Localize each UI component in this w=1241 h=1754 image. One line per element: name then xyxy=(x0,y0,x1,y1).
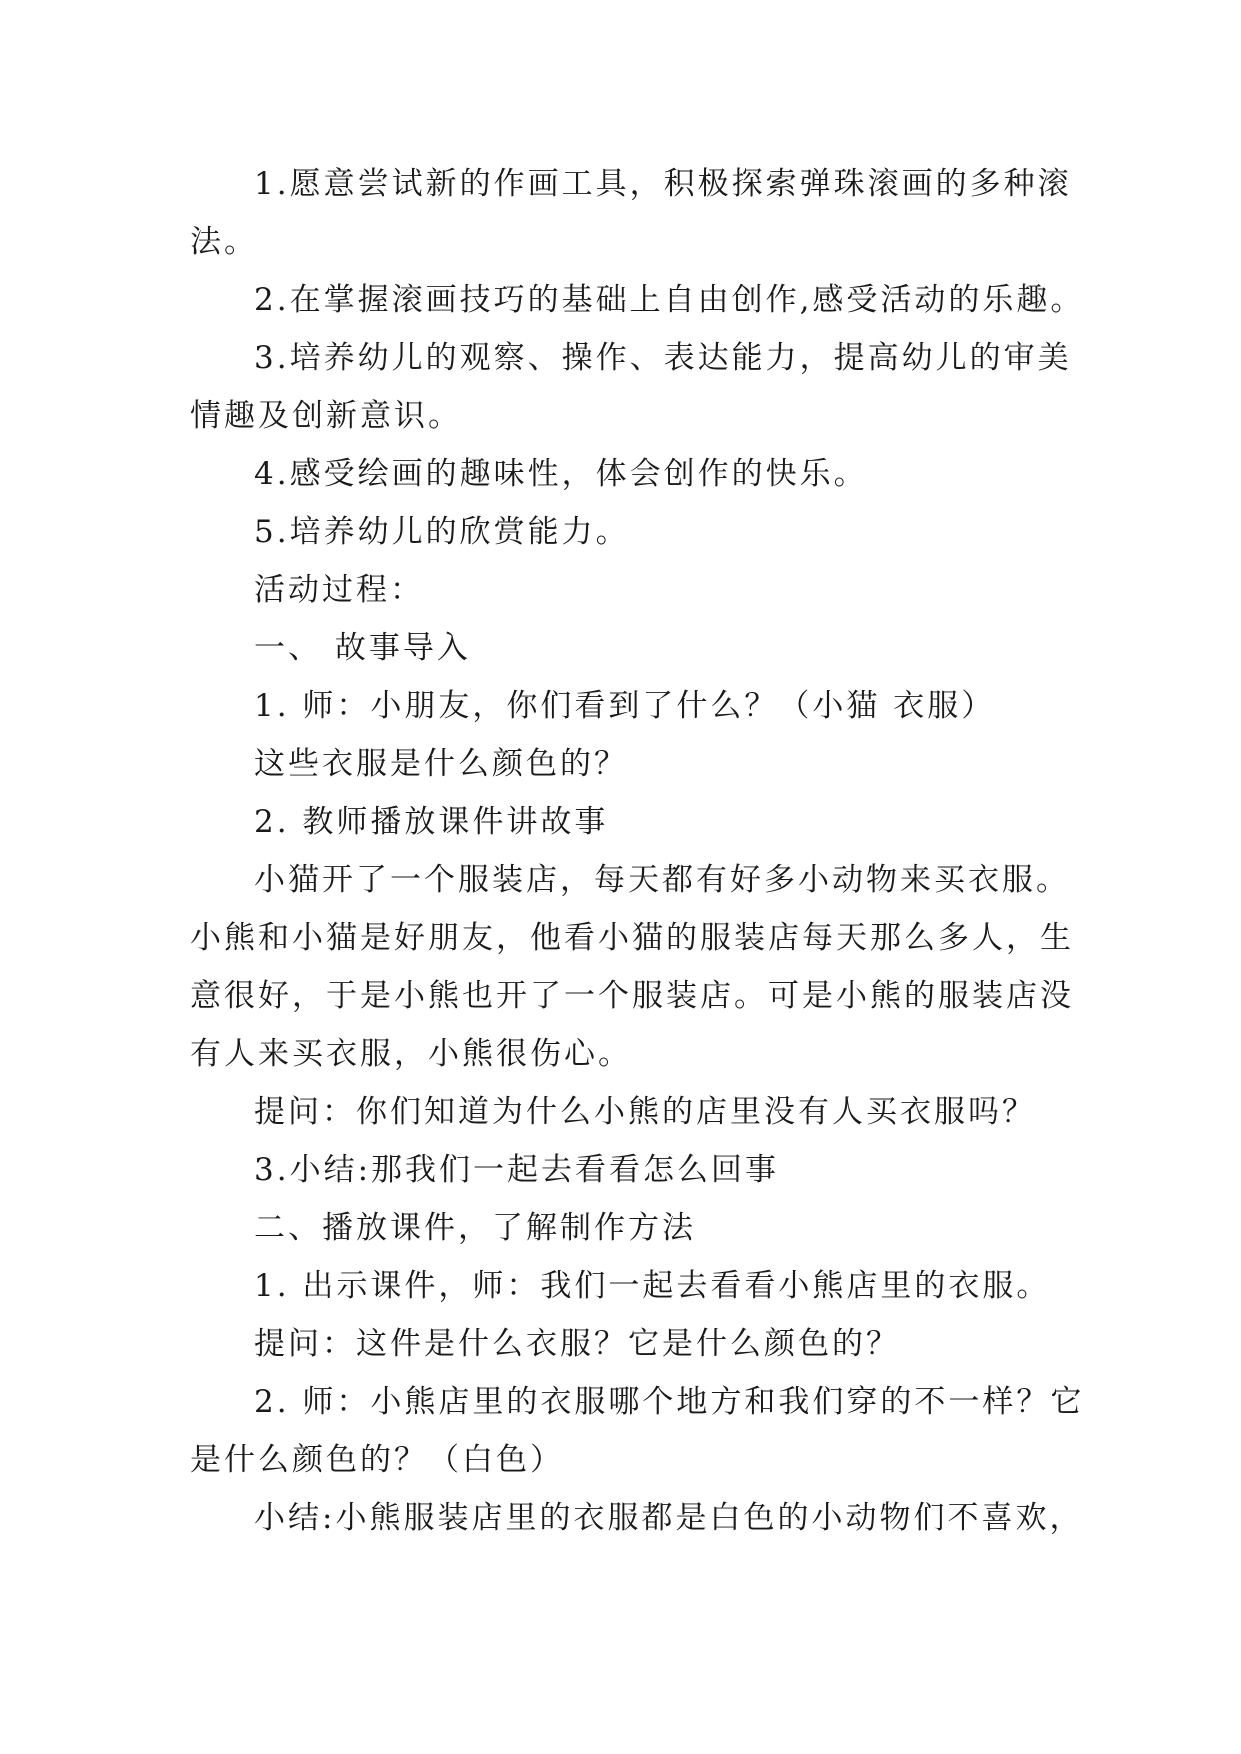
paragraph-question-clothes: 提问：这件是什么衣服？它是什么颜色的？ xyxy=(254,1326,900,1362)
document-body xyxy=(190,155,1090,1547)
paragraph-goal-2: 2.在掌握滚画技巧的基础上自由创作,感受活动的乐趣。 xyxy=(254,282,1085,318)
paragraph-show-slides: 1. 出示课件，师：我们一起去看看小熊店里的衣服。 xyxy=(254,1268,1051,1304)
paragraph-goal-3: 3.培养幼儿的观察、操作、表达能力，提高幼儿的审美情趣及创新意识。 xyxy=(190,340,1072,434)
paragraph-story: 小猫开了一个服装店，每天都有好多小动物来买衣服。小熊和小猫是好朋友，他看小猫的服装店每天那么多人，生意很好，于是小熊也开了一个服装店。可是小熊的服装店没有人来买衣服，小熊很伤心。 xyxy=(190,862,1074,1072)
paragraph-summary-2: 小结:小熊服装店里的衣服都是白色的小动物们不喜欢， xyxy=(254,1500,1084,1536)
paragraph-question-color: 这些衣服是什么颜色的？ xyxy=(254,746,628,782)
paragraph-summary-1: 3.小结:那我们一起去看看怎么回事 xyxy=(254,1152,780,1188)
paragraph-step-2: 2. 教师播放课件讲故事 xyxy=(254,804,609,840)
paragraph-step-difference: 2. 师：小熊店里的衣服哪个地方和我们穿的不一样？它是什么颜色的？（白色） xyxy=(190,1384,1085,1478)
paragraph-goal-5: 5.培养幼儿的欣赏能力。 xyxy=(254,514,630,550)
paragraph-goal-4: 4.感受绘画的趣味性，体会创作的快乐。 xyxy=(254,456,868,492)
section-heading-method: 二、播放课件，了解制作方法 xyxy=(254,1210,696,1246)
section-heading-story: 一、 故事导入 xyxy=(254,630,471,666)
paragraph-question-why: 提问：你们知道为什么小熊的店里没有人买衣服吗？ xyxy=(254,1094,1036,1130)
section-heading-process: 活动过程： xyxy=(254,572,424,608)
paragraph-goal-1: 1.愿意尝试新的作画工具，积极探索弹珠滚画的多种滚法。 xyxy=(190,166,1072,260)
paragraph-step-1: 1. 师：小朋友，你们看到了什么？（小猫 衣服） xyxy=(254,688,996,724)
